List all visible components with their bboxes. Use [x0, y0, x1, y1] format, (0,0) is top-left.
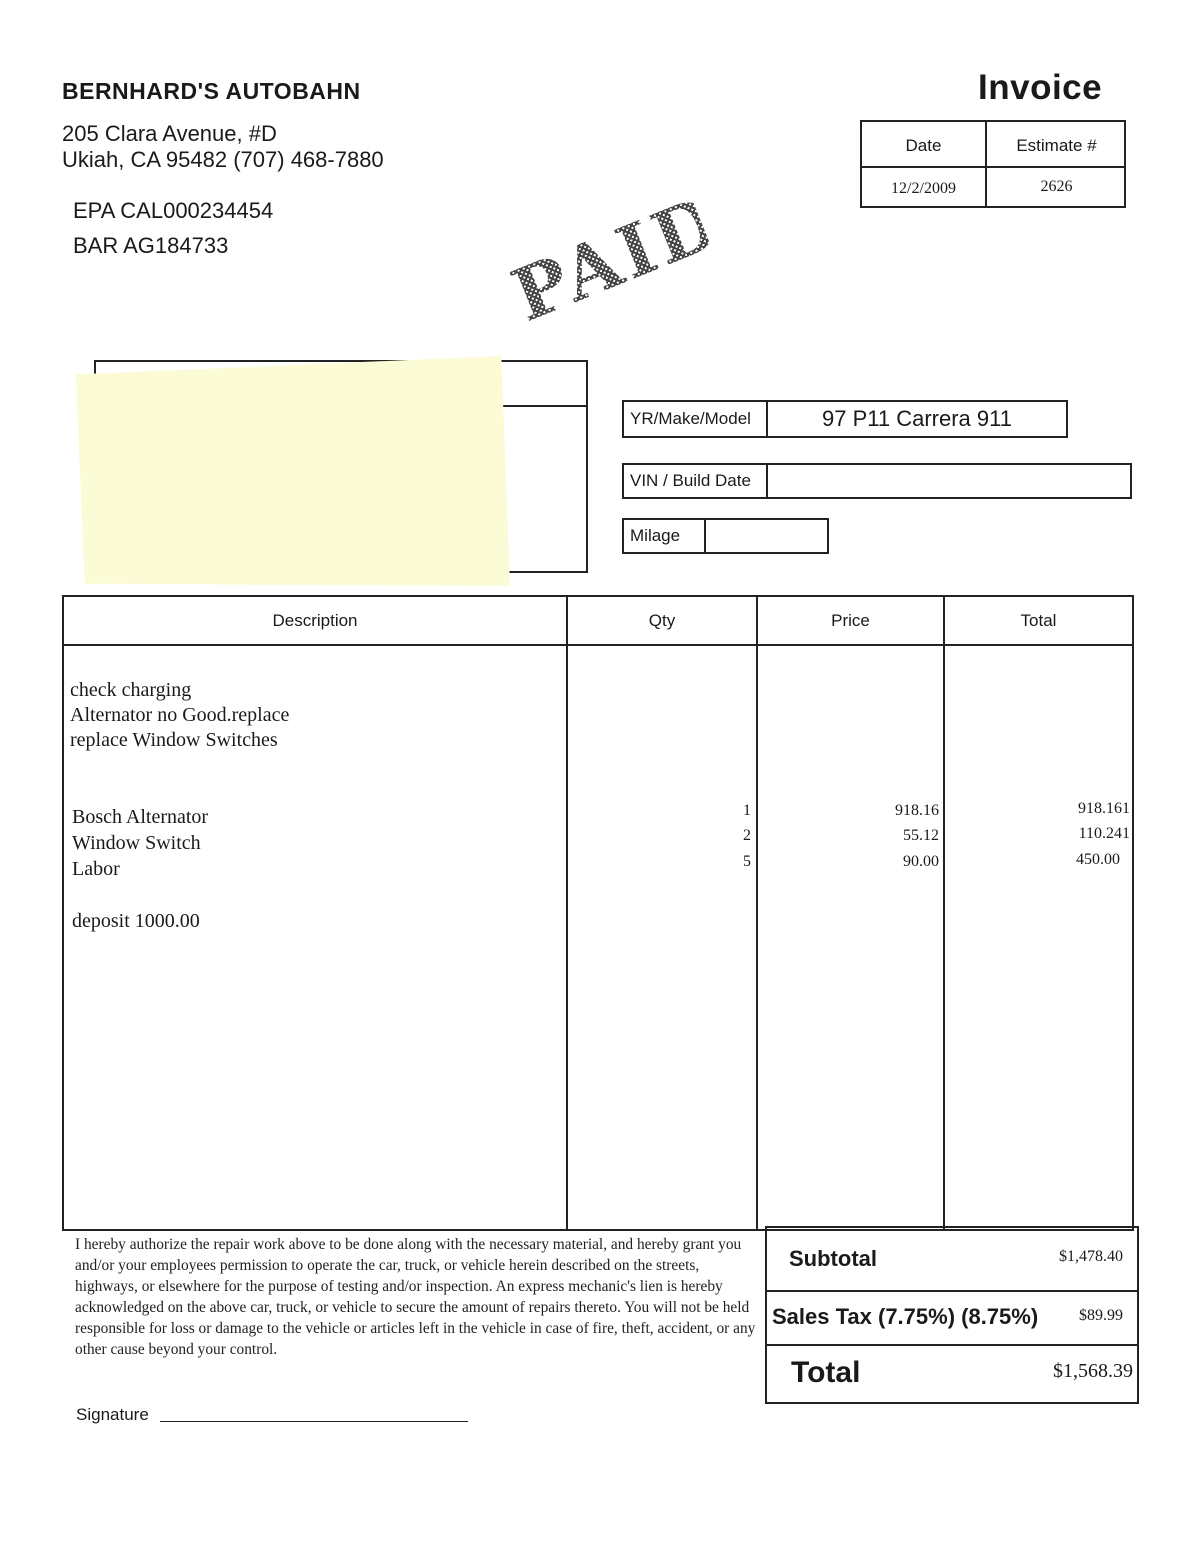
note-line: replace Window Switches: [70, 729, 278, 751]
date-label: Date: [905, 136, 942, 155]
total-value: $1,568.39: [1053, 1360, 1133, 1382]
total-label: Total: [791, 1356, 861, 1389]
item-price: 90.00: [903, 853, 939, 870]
sales-tax-label: Sales Tax (7.75%) (8.75%): [772, 1304, 1039, 1329]
vehicle-model-field: [622, 400, 1068, 438]
item-price: 918.16: [895, 802, 939, 819]
epa-number: EPA CAL000234454: [73, 198, 274, 223]
authorization-terms: I hereby authorize the repair work above to be done along with the necessary material, and hereby grant you and/or your employees permission to operate the car, truck, or vehicle herein described on the streets, highways, or elsewhere for the purpose of testing and/or inspection. An express mechanic's lien is hereby acknowledged on the above car, truck, or vehicle to secure the amount of repairs thereto. You will not be held responsible for loss or damage to the vehicle or articles left in the vehicle in case of fire, theft, accident, or any other cause beyond your control.: [75, 1236, 756, 1358]
header-description: Description: [272, 611, 358, 630]
vin-value: [768, 465, 1130, 497]
redaction-note: [76, 356, 510, 586]
item-total: 450.00: [1076, 851, 1120, 868]
signature-line[interactable]: [160, 1421, 468, 1422]
item-description: Bosch Alternator: [72, 806, 209, 828]
invoice-title: Invoice: [978, 68, 1103, 107]
milage-field: [622, 518, 829, 554]
milage-label: Milage: [624, 520, 706, 552]
bar-number: BAR AG184733: [73, 233, 229, 258]
sales-tax-value: $89.99: [1079, 1307, 1123, 1324]
item-total: 110.241: [1078, 825, 1130, 842]
header-price: Price: [831, 611, 870, 630]
item-total: 918.161: [1078, 800, 1130, 817]
totals-box: [765, 1226, 1139, 1404]
company-address-line2: Ukiah, CA 95482 (707) 468-7880: [62, 147, 384, 172]
note-line: Alternator no Good.replace: [70, 704, 290, 726]
date-estimate-box: [860, 120, 1126, 208]
signature-label: Signature: [76, 1405, 149, 1424]
vehicle-model-value: 97 P11 Carrera 911: [822, 406, 1012, 431]
item-qty: 1: [743, 802, 751, 819]
estimate-value: 2626: [1040, 178, 1073, 195]
item-description: Labor: [72, 858, 120, 880]
vin-label: VIN / Build Date: [624, 465, 768, 497]
item-qty: 2: [743, 827, 751, 844]
line-items-table: [62, 595, 1134, 1231]
company-address-line1: 205 Clara Avenue, #D: [62, 121, 277, 146]
deposit-note: deposit 1000.00: [72, 910, 200, 932]
header-total: Total: [1020, 611, 1057, 630]
item-price: 55.12: [903, 827, 939, 844]
vin-field: [622, 463, 1132, 499]
subtotal-value: $1,478.40: [1059, 1248, 1123, 1265]
item-description: Window Switch: [72, 832, 201, 854]
header-qty: Qty: [648, 611, 676, 630]
milage-value: [706, 520, 827, 552]
date-value: 12/2/2009: [891, 180, 956, 197]
vehicle-model-label: YR/Make/Model: [624, 402, 768, 436]
note-line: check charging: [70, 679, 192, 701]
company-name: BERNHARD'S AUTOBAHN: [62, 78, 361, 104]
item-qty: 5: [743, 853, 751, 870]
paid-stamp: PAID: [501, 184, 724, 352]
estimate-label: Estimate #: [1016, 136, 1097, 155]
subtotal-label: Subtotal: [789, 1246, 877, 1271]
